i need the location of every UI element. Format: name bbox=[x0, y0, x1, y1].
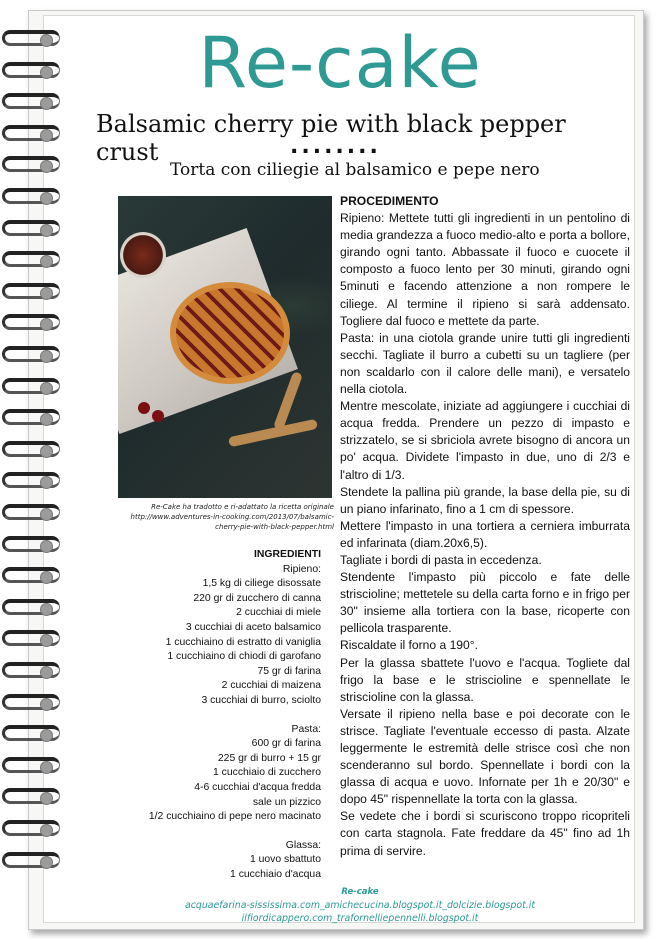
ingredient-item: 1 cucchiaio di zucchero bbox=[212, 767, 321, 779]
binding-hole bbox=[40, 666, 53, 679]
procedure-paragraph: Se vedete che i bordi si scuriscono troppo ricopriteli con carta stagnola. Fate freddare da 45" fino ad 1h prima di servire. bbox=[340, 809, 630, 858]
binding-hole bbox=[40, 856, 53, 869]
binding-hole bbox=[40, 287, 53, 300]
ingredient-item: sale un pizzico bbox=[252, 796, 321, 808]
title-divider-dots: ........ bbox=[290, 134, 381, 159]
procedure-paragraph: Mentre mescolate, iniziate ad aggiungere i cucchiai di acqua fredda. Prendere un pezzo di impasto e strizzatelo, se si sbriciola avrete bisogno di ancora un po' acqua. Dividete l'impasto in due, uno di 2/3 e l'altro di 1/3. bbox=[340, 399, 630, 482]
ingredient-item: 75 gr di farina bbox=[257, 665, 321, 677]
ingredient-item: 2 cucchiai di maizena bbox=[221, 680, 321, 692]
procedure-section bbox=[340, 193, 630, 860]
procedure-paragraph: Tagliate i bordi di pasta in eccedenza. bbox=[340, 552, 542, 567]
ingredient-item: 1/2 cucchiaino di pepe nero macinato bbox=[148, 811, 321, 823]
footer-links[interactable]: acquaefarina-sississima.com_amichecucina.blogspot.it_dolcizie.blogspot.it bbox=[184, 900, 536, 911]
ingredients-list bbox=[110, 548, 321, 882]
photo-spoon bbox=[228, 419, 318, 447]
caption-source-link[interactable]: cherry-pie-with-black-pepper.html bbox=[215, 523, 334, 531]
ingredient-item: 1 cucchiaio d'acqua bbox=[230, 868, 321, 880]
procedure-paragraph: Versate il ripieno nella base e poi decorate con le strisce. Tagliate l'eventuale eccesso di pasta. Alzate leggermente le estremità delle strisce così che non scenderanno sul bordo. Spennellate i bordi con la glassa di acqua e uovo. Infornate per 1h e 20/30" e dopo 45" rispennellate la torta con la glassa. bbox=[340, 706, 630, 807]
spiral-binding bbox=[0, 30, 62, 890]
logo-title: Re-cake bbox=[198, 22, 482, 104]
ingredients-heading: INGREDIENTI bbox=[254, 549, 321, 560]
ingredient-item: 220 gr di zucchero di canna bbox=[193, 592, 321, 604]
ingredient-item: 3 cucchiai di aceto balsamico bbox=[185, 621, 321, 633]
procedure-paragraph: Per la glassa sbattete l'uovo e l'acqua. Togliete dal frigo la base e le striscioline e spennellate le striscioline con la glassa. bbox=[340, 655, 630, 704]
binding-hole bbox=[40, 761, 53, 774]
ingredient-item: 1 uovo sbattuto bbox=[249, 854, 321, 866]
caption-source-link[interactable]: http://www.adventures-in-cooking.com/2013/07/balsamic- bbox=[130, 513, 334, 521]
procedure-paragraph: Stendente l'impasto più piccolo e fate delle striscioline; mettetele su della carta forno e in frigo per 30" insieme alla tortiera con la base, ricoperte con pellicola trasparente. bbox=[340, 570, 630, 636]
binding-hole bbox=[40, 698, 53, 711]
ingredient-spacer bbox=[110, 825, 321, 839]
procedure-paragraph: Pasta: in una ciotola grande unire tutti gli ingredienti secchi. Tagliate il burro a cubetti su un tagliere (per non scaldarlo con il calore delle mani), e versatelo nella ciotola. bbox=[340, 330, 630, 397]
photo-cherry-bowl bbox=[120, 232, 166, 278]
ingredient-group-name: Ripieno: bbox=[282, 563, 321, 575]
ingredient-item: 225 gr di burro + 15 gr bbox=[217, 752, 321, 764]
binding-hole bbox=[40, 824, 53, 837]
binding-hole bbox=[40, 224, 53, 237]
binding-hole bbox=[40, 508, 53, 521]
recipe-title-italian: Torta con ciliegie al balsamico e pepe nero bbox=[170, 160, 540, 180]
binding-hole bbox=[40, 192, 53, 205]
ingredient-spacer bbox=[110, 709, 321, 723]
footer bbox=[100, 886, 620, 925]
procedure-paragraph: Stendete la pallina più grande, la base della pie, su di un piano infarinato, fino a 1 cm di spessore. bbox=[340, 484, 630, 516]
binding-hole bbox=[40, 382, 53, 395]
binding-hole bbox=[40, 540, 53, 553]
ingredient-item: 1 cucchiaino di estratto di vaniglia bbox=[165, 636, 321, 648]
binding-hole bbox=[40, 350, 53, 363]
procedure-paragraph: Mettere l'impasto in una tortiera a cerniera imburrata ed infarinata (diam.20x6,5). bbox=[340, 518, 630, 550]
recipe-title-english: Balsamic cherry pie with black pepper crust bbox=[96, 110, 566, 166]
binding-hole bbox=[40, 129, 53, 142]
procedure-paragraph: Ripieno: Mettete tutti gli ingredienti in un pentolino di media grandezza a fuoco medio-alto e porta a bollore, girando ogni tanto. Abbassate il fuoco e cuocete il composto a fuoco lento per 30 minuti, girando ogni 5minuti e facendo attenzione a non rompere le ciliege. Al termine il ripieno si sarà addensato. Togliere dal fuoco e mettete da parte. bbox=[340, 211, 630, 328]
binding-hole bbox=[40, 34, 53, 47]
ingredient-item: 2 cucchiai di miele bbox=[236, 607, 321, 619]
procedure-heading: PROCEDIMENTO bbox=[340, 194, 439, 208]
photo-caption bbox=[94, 502, 334, 532]
pie-photo bbox=[118, 196, 332, 498]
ingredient-group-name: Pasta: bbox=[291, 723, 321, 735]
photo-lattice-pie bbox=[170, 282, 290, 384]
ingredient-item: 1,5 kg di ciliege disossate bbox=[202, 578, 321, 590]
procedure-paragraph: Riscaldate il forno a 190°. bbox=[340, 638, 478, 653]
ingredient-item: 1 cucchiaino di chiodi di garofano bbox=[167, 651, 321, 663]
caption-line: Re-Cake ha tradotto e ri-adattato la ricetta originale bbox=[151, 503, 334, 511]
binding-hole bbox=[40, 445, 53, 458]
ingredient-group-name: Glassa: bbox=[285, 839, 321, 851]
photo-cherry bbox=[152, 410, 164, 422]
footer-brand: Re-cake bbox=[341, 887, 379, 897]
binding-hole bbox=[40, 603, 53, 616]
ingredient-item: 4-6 cucchiai d'acqua fredda bbox=[194, 781, 321, 793]
ingredient-item: 600 gr di farina bbox=[251, 738, 321, 750]
footer-links[interactable]: ilfiordicappero.com_trafornelliepennelli.blogspot.it bbox=[241, 913, 479, 924]
binding-hole bbox=[40, 66, 53, 79]
ingredient-item: 3 cucchiai di burro, sciolto bbox=[201, 694, 321, 706]
photo-cherry bbox=[138, 402, 150, 414]
